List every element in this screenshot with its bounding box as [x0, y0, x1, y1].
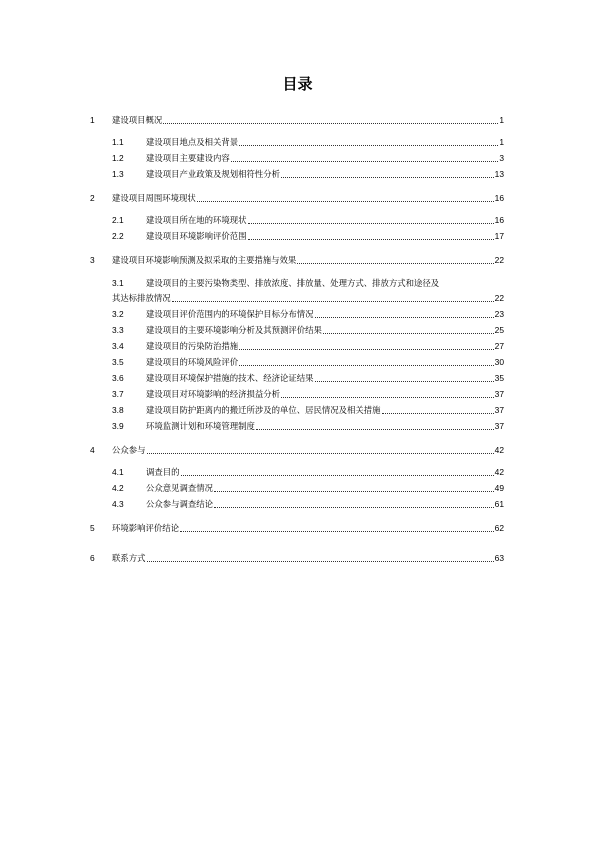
toc-page-number: 42 [494, 467, 504, 477]
toc-label: 建设项目环境影响预测及拟采取的主要措施与效果 [112, 255, 297, 265]
toc-entry[interactable] [146, 325, 504, 336]
toc-leader-dots [147, 445, 494, 454]
toc-label: 建设项目主要建设内容 [146, 153, 230, 163]
toc-label: 建设项目的主要环境影响分析及其预测评价结果 [146, 325, 322, 335]
toc-page-number: 1 [499, 137, 504, 147]
toc-page-number: 13 [494, 169, 504, 179]
toc-label: 建设项目环境影响评价范围 [146, 231, 247, 241]
toc-leader-dots [214, 499, 494, 508]
toc-page-number: 27 [494, 341, 504, 351]
toc-entry[interactable] [146, 137, 504, 148]
toc-label: 公众意见调查情况 [146, 483, 213, 493]
toc-page-number: 42 [494, 445, 504, 455]
toc-leader-dots [147, 553, 494, 562]
toc-label: 建设项目环境保护措施的技术、经济论证结果 [146, 373, 314, 383]
toc-number: 3.9 [112, 421, 124, 431]
toc-number: 3.8 [112, 405, 124, 415]
toc-leader-dots [315, 309, 494, 318]
toc-label: 建设项目的环境风险评价 [146, 357, 239, 367]
toc-label: 调查目的 [146, 467, 180, 477]
toc-number: 1.1 [112, 137, 124, 147]
toc-leader-dots [281, 169, 494, 178]
toc-label: 建设项目防护距离内的搬迁所涉及的单位、居民情况及相关措施 [146, 405, 381, 415]
toc-number: 1.2 [112, 153, 124, 163]
toc-entry[interactable] [146, 341, 504, 352]
toc-number: 3.5 [112, 357, 124, 367]
toc-entry[interactable] [146, 309, 504, 320]
toc-page-number: 22 [494, 255, 504, 265]
toc-label-line1[interactable]: 建设项目的主要污染物类型、排放浓度、排放量、处理方式、排放方式和途径及 [146, 278, 440, 288]
toc-page-number: 37 [494, 405, 504, 415]
toc-number: 1 [90, 115, 95, 125]
toc-entry[interactable] [112, 523, 504, 534]
toc-leader-dots [231, 153, 499, 162]
toc-page-number: 37 [494, 389, 504, 399]
toc-number: 2.1 [112, 215, 124, 225]
toc-number: 3.3 [112, 325, 124, 335]
toc-entry[interactable] [112, 193, 504, 204]
toc-page-number: 1 [499, 115, 504, 125]
toc-entry[interactable] [146, 483, 504, 494]
toc-label: 建设项目地点及相关背景 [146, 137, 239, 147]
toc-label: 联系方式 [112, 553, 146, 563]
toc-leader-dots [163, 115, 498, 124]
toc-leader-dots [281, 389, 494, 398]
toc-leader-dots [323, 325, 494, 334]
toc-number: 1.3 [112, 169, 124, 179]
toc-label: 建设项目所在地的环境现状 [146, 215, 247, 225]
toc-entry[interactable] [146, 169, 504, 180]
toc-page-number: 22 [494, 293, 504, 303]
toc-page-number: 37 [494, 421, 504, 431]
toc-entry[interactable] [146, 373, 504, 384]
toc-entry[interactable] [146, 405, 504, 416]
toc-number: 5 [90, 523, 95, 533]
toc-entry[interactable] [146, 357, 504, 368]
toc-leader-dots [214, 483, 494, 492]
toc-number: 2 [90, 193, 95, 203]
toc-entry[interactable] [112, 445, 504, 456]
toc-leader-dots [297, 255, 493, 264]
toc-entry[interactable] [112, 255, 504, 266]
toc-number: 3 [90, 255, 95, 265]
toc-page-number: 62 [494, 523, 504, 533]
toc-entry[interactable] [146, 467, 504, 478]
toc-page-number: 30 [494, 357, 504, 367]
toc-leader-dots [197, 193, 494, 202]
toc-number: 4.3 [112, 499, 124, 509]
toc-number: 4.1 [112, 467, 124, 477]
toc-leader-dots [256, 421, 494, 430]
toc-label: 建设项目评价范围内的环境保护目标分布情况 [146, 309, 314, 319]
toc-page-number: 23 [494, 309, 504, 319]
toc-number: 4.2 [112, 483, 124, 493]
toc-entry[interactable] [112, 115, 504, 126]
toc-page-number: 35 [494, 373, 504, 383]
toc-label: 建设项目产业政策及规划相符性分析 [146, 169, 280, 179]
toc-entry[interactable] [146, 153, 504, 164]
toc-label: 建设项目概况 [112, 115, 163, 125]
toc-label: 公众参与调查结论 [146, 499, 213, 509]
toc-page-number: 16 [494, 215, 504, 225]
toc-entry[interactable] [146, 215, 504, 226]
toc-leader-dots [315, 373, 494, 382]
toc-entry[interactable] [146, 231, 504, 242]
toc-number: 4 [90, 445, 95, 455]
toc-number: 3.2 [112, 309, 124, 319]
toc-number: 3.1 [112, 278, 124, 288]
toc-title: 目录 [282, 75, 313, 93]
toc-number: 2.2 [112, 231, 124, 241]
toc-entry[interactable] [112, 293, 504, 304]
toc-number: 3.7 [112, 389, 124, 399]
toc-entry[interactable] [146, 389, 504, 400]
toc-leader-dots [248, 215, 494, 224]
toc-leader-dots [181, 467, 494, 476]
toc-label: 其达标排放情况 [112, 293, 171, 303]
toc-page-number: 17 [494, 231, 504, 241]
toc-leader-dots [239, 357, 494, 366]
toc-leader-dots [172, 293, 494, 302]
toc-number: 6 [90, 553, 95, 563]
toc-label: 环境影响评价结论 [112, 523, 179, 533]
toc-leader-dots [239, 137, 498, 146]
toc-leader-dots [248, 231, 494, 240]
toc-entry[interactable] [146, 421, 504, 432]
toc-entry[interactable] [146, 499, 504, 510]
toc-leader-dots [239, 341, 494, 350]
toc-leader-dots [180, 523, 494, 532]
toc-label: 建设项目的污染防治措施 [146, 341, 239, 351]
toc-label: 公众参与 [112, 445, 146, 455]
toc-leader-dots [382, 405, 494, 414]
toc-label: 建设项目周围环境现状 [112, 193, 196, 203]
toc-page-number: 25 [494, 325, 504, 335]
toc-entry[interactable] [112, 553, 504, 564]
toc-number: 3.6 [112, 373, 124, 383]
toc-page-number: 16 [494, 193, 504, 203]
toc-page-number: 3 [499, 153, 504, 163]
toc-page-number: 49 [494, 483, 504, 493]
toc-number: 3.4 [112, 341, 124, 351]
toc-label: 环境监测计划和环境管理制度 [146, 421, 255, 431]
toc-page-number: 61 [494, 499, 504, 509]
toc-page-number: 63 [494, 553, 504, 563]
toc-label: 建设项目对环境影响的经济损益分析 [146, 389, 280, 399]
